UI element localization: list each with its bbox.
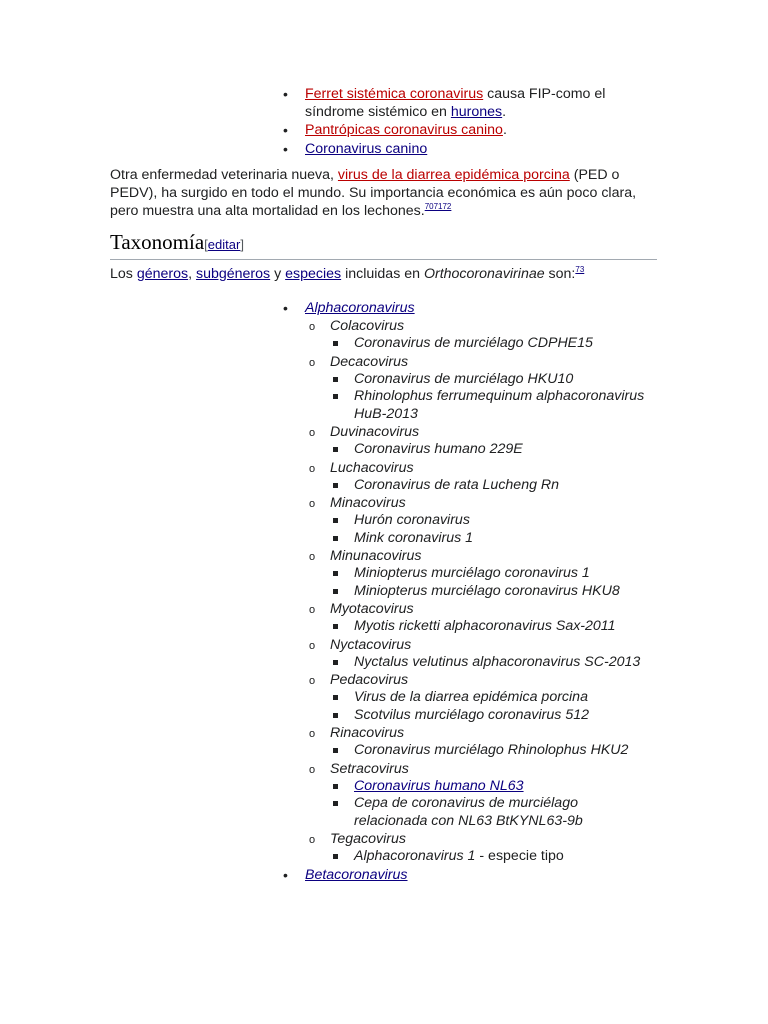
section-heading [110, 230, 657, 260]
genus-item [283, 299, 663, 317]
species-item [283, 530, 654, 548]
link-pantropicas-coronavirus[interactable]: Pantrópicas coronavirus canino [305, 122, 503, 138]
square-bullet-icon [333, 801, 338, 806]
bracket: [ [204, 237, 208, 252]
subgenus-item [283, 760, 663, 778]
subgenus-item [283, 671, 663, 689]
subgenus-name: Pedacovirus [330, 672, 409, 688]
link-especies[interactable]: especies [285, 266, 342, 282]
bullet-icon: • [283, 140, 288, 157]
link-ferret-coronavirus[interactable]: Ferret sistémica coronavirus [305, 86, 484, 102]
species-item [283, 565, 654, 583]
subgenus-item [283, 830, 663, 848]
circle-bullet-icon: o [309, 321, 316, 333]
subgenus-name: Minunacovirus [330, 548, 422, 564]
square-bullet-icon [333, 483, 338, 488]
species-item [283, 477, 654, 495]
edit-link[interactable]: editar [207, 237, 241, 252]
square-bullet-icon [333, 571, 338, 576]
text: , [188, 266, 196, 282]
text: Los [110, 266, 137, 282]
circle-bullet-icon: o [309, 427, 316, 439]
species-name: Miniopterus murciélago coronavirus HKU8 [354, 582, 620, 599]
square-bullet-icon [333, 713, 338, 718]
list-item [283, 141, 663, 159]
circle-bullet-icon: o [309, 728, 316, 740]
link-generos[interactable]: géneros [136, 266, 189, 282]
species-name: Mink coronavirus 1 [354, 529, 474, 546]
subgenus-name: Nyctacovirus [330, 636, 412, 653]
subgenus-item [283, 636, 663, 654]
paragraph [110, 166, 655, 220]
subgenus-name: Colacovirus [330, 318, 405, 334]
species-item [283, 335, 654, 353]
section-title: Taxonomía [110, 230, 205, 254]
link-subgeneros[interactable]: subgéneros [196, 266, 271, 282]
square-bullet-icon [333, 624, 338, 629]
paragraph-text: (PED o PEDV), ha surgido en todo el mundo. Su importancia económica es aún poco clara, pero muestra una alta mortalidad en los lechones. [110, 167, 637, 219]
species-item [283, 371, 654, 389]
species-item [283, 689, 654, 707]
list-item [283, 122, 663, 140]
taxon-name: Orthocoronavirinae [423, 266, 545, 282]
subgenus-item [283, 724, 663, 742]
paragraph-text: Otra enfermedad veterinaria nueva, [110, 167, 338, 183]
subgenus-name: Myotacovirus [330, 601, 414, 617]
subgenus-item [283, 494, 663, 512]
species-item [283, 795, 654, 830]
square-bullet-icon [333, 784, 338, 789]
circle-bullet-icon: o [309, 498, 316, 510]
bullet-icon: • [283, 122, 288, 138]
square-bullet-icon [333, 589, 338, 594]
square-bullet-icon [333, 341, 338, 346]
text: y [270, 266, 286, 282]
taxonomy-tree [283, 299, 663, 884]
link-coronavirus-humano-nl63[interactable]: Coronavirus humano NL63 [354, 777, 524, 794]
subgenus-name: Setracovirus [330, 760, 409, 777]
text: incluidas en [341, 266, 424, 282]
species-name: Coronavirus de murciélago CDPHE15 [354, 335, 593, 351]
species-item [283, 512, 654, 530]
link-hurones[interactable]: hurones [450, 103, 503, 120]
top-bullet-list [283, 86, 663, 159]
square-bullet-icon [333, 748, 338, 753]
link-betacoronavirus[interactable]: Betacoronavirus [305, 866, 408, 883]
subgenus-item [283, 353, 663, 371]
subgenus-name: Rinacovirus [330, 725, 405, 741]
intro-sentence [110, 265, 655, 283]
subgenus-item [283, 547, 663, 565]
species-name: Nyctalus velutinus alphacoronavirus SC-2013 [354, 653, 641, 670]
species-item [283, 654, 654, 672]
species-name: Cepa de coronavirus de murciélago relacionada con NL63 BtKYNL63-9b [354, 795, 583, 829]
species-name: Virus de la diarrea epidémica porcina [354, 689, 588, 705]
circle-bullet-icon: o [309, 834, 316, 846]
species-item [283, 583, 654, 601]
subgenus-name: Minacovirus [330, 495, 406, 511]
species-name: Rhinolophus ferrumequinum alphacoronavirus HuB-2013 [354, 388, 645, 422]
subgenus-item [283, 459, 663, 477]
list-item [283, 86, 663, 121]
square-bullet-icon [333, 660, 338, 665]
bullet-icon: • [283, 300, 288, 316]
circle-bullet-icon: o [309, 551, 316, 563]
species-item [283, 742, 654, 760]
species-name: Coronavirus de murciélago HKU10 [354, 370, 574, 387]
subgenus-name: Luchacovirus [330, 459, 414, 476]
square-bullet-icon [333, 377, 338, 382]
square-bullet-icon [333, 854, 338, 859]
list-item-text: causa FIP-como el síndrome sistémico en [305, 86, 606, 120]
bullet-icon: • [283, 866, 288, 883]
punctuation: . [502, 122, 507, 138]
circle-bullet-icon: o [309, 763, 316, 776]
circle-bullet-icon: o [309, 462, 316, 475]
bullet-icon: • [283, 86, 288, 102]
species-item [283, 618, 654, 636]
text: son: [544, 266, 576, 282]
square-bullet-icon [333, 695, 338, 700]
species-name: Coronavirus de rata Lucheng Rn [354, 476, 560, 493]
species-name: Coronavirus humano 229E [354, 441, 523, 457]
genus-item [283, 866, 663, 884]
species-item [283, 441, 654, 459]
species-name: Alphacoronavirus 1 [354, 848, 476, 864]
species-name: Miniopterus murciélago coronavirus 1 [354, 565, 590, 581]
species-name: Scotvilus murciélago coronavirus 512 [354, 706, 589, 723]
edit-section [204, 237, 244, 252]
square-bullet-icon [333, 518, 338, 523]
species-name: Myotis ricketti alphacoronavirus Sax-2011 [354, 618, 616, 634]
species-item [283, 388, 654, 423]
square-bullet-icon [333, 536, 338, 541]
subgenus-item [283, 600, 663, 618]
subgenus-name: Tegacovirus [330, 831, 406, 847]
link-alphacoronavirus[interactable]: Alphacoronavirus [305, 300, 415, 316]
square-bullet-icon [333, 394, 338, 399]
species-item [283, 707, 654, 725]
species-name: Coronavirus murciélago Rhinolophus HKU2 [354, 742, 629, 758]
circle-bullet-icon: o [309, 356, 316, 369]
subgenus-item [283, 423, 663, 441]
subgenus-item [283, 317, 663, 335]
species-item [283, 778, 654, 796]
species-item [283, 848, 654, 866]
bracket: ] [240, 237, 244, 252]
circle-bullet-icon: o [309, 604, 316, 616]
reference-link[interactable]: 707172 [424, 202, 452, 211]
circle-bullet-icon: o [309, 639, 316, 652]
reference-link[interactable]: 73 [575, 265, 585, 274]
type-species-note: - especie tipo [475, 848, 564, 864]
subgenus-name: Duvinacovirus [330, 424, 420, 440]
punctuation: . [502, 103, 507, 120]
subgenus-name: Decacovirus [330, 353, 409, 370]
square-bullet-icon [333, 447, 338, 452]
link-virus-diarrea[interactable]: virus de la diarrea epidémica porcina [337, 167, 570, 183]
circle-bullet-icon: o [309, 675, 316, 687]
link-coronavirus-canino[interactable]: Coronavirus canino [305, 140, 428, 157]
species-name: Hurón coronavirus [354, 512, 470, 528]
